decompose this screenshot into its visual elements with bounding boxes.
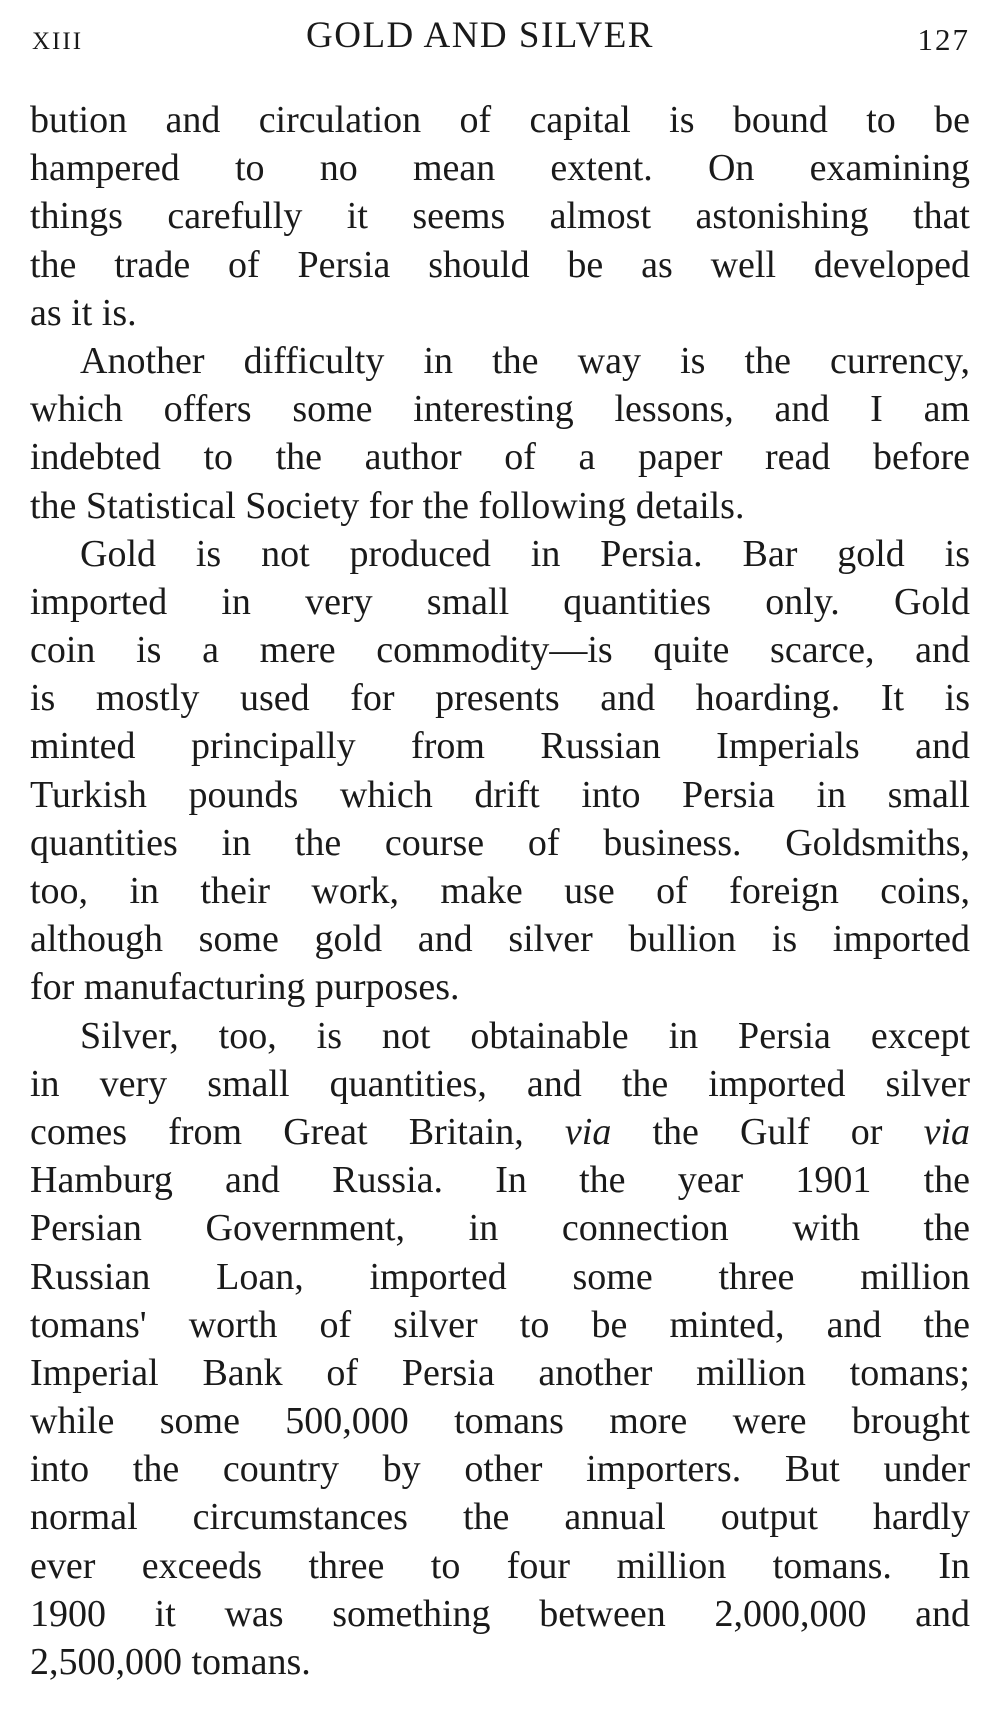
- text-line: [30, 1108, 970, 1156]
- text-line: is mostly used for presents and hoarding. It is: [30, 677, 970, 720]
- paragraph: [30, 96, 970, 337]
- text-line: Another difficulty in the way is the currency,: [80, 339, 970, 382]
- text-line: things carefully it seems almost astonishing that: [30, 195, 970, 238]
- text-line: 2,500,000 tomans.: [30, 1641, 311, 1683]
- text-line: normal circumstances the annual output hardly: [30, 1496, 970, 1539]
- page-number: 127: [917, 22, 970, 57]
- text-line: which offers some interesting lessons, and I am: [30, 388, 970, 431]
- running-title: GOLD AND SILVER: [306, 15, 654, 56]
- text-line: Turkish pounds which drift into Persia in small: [30, 773, 970, 816]
- text-line: Gold is not produced in Persia. Bar gold is: [80, 532, 970, 575]
- text-line: tomans' worth of silver to be minted, and the: [30, 1303, 970, 1346]
- italic-text: via: [923, 1110, 971, 1153]
- text-line: 1900 it was something between 2,000,000 and: [30, 1592, 970, 1635]
- text-line: coin is a mere commodity—is quite scarce, and: [30, 629, 970, 672]
- text-line: for manufacturing purposes.: [30, 966, 460, 1009]
- text-line: minted principally from Russian Imperials and: [30, 725, 970, 768]
- text-line: Silver, too, is not obtainable in Persia except: [80, 1014, 970, 1057]
- text-line: into the country by other importers. But under: [30, 1448, 970, 1491]
- text-line: bution and circulation of capital is bound to be: [30, 99, 970, 141]
- paragraph: [30, 1012, 970, 1687]
- text-line: as it is.: [30, 291, 137, 334]
- italic-text: via: [564, 1110, 612, 1153]
- text-line: in very small quantities, and the imported silver: [30, 1062, 970, 1105]
- text-line: Hamburg and Russia. In the year 1901 the: [30, 1159, 970, 1202]
- text-line: the Statistical Society for the following details.: [30, 484, 745, 527]
- text-line: ever exceeds three to four million tomans. In: [30, 1544, 970, 1587]
- text-line: imported in very small quantities only. Gold: [30, 580, 970, 623]
- text-line: although some gold and silver bullion is imported: [30, 918, 970, 961]
- text-line: too, in their work, make use of foreign coins,: [30, 870, 970, 912]
- text-segment: the Gulf or: [611, 1110, 924, 1153]
- text-line: Russian Loan, imported some three million: [30, 1255, 970, 1298]
- running-header: [30, 14, 970, 64]
- text-line: while some 500,000 tomans more were brought: [30, 1400, 970, 1443]
- text-line: hampered to no mean extent. On examining: [30, 147, 970, 190]
- body-text: [30, 96, 970, 1686]
- paragraph: [30, 337, 970, 530]
- text-line: indebted to the author of a paper read before: [30, 436, 970, 479]
- chapter-number: XIII: [32, 28, 84, 55]
- text-line: Imperial Bank of Persia another million tomans;: [30, 1351, 970, 1394]
- text-segment: comes from Great Britain,: [30, 1110, 565, 1153]
- text-line: Persian Government, in connection with the: [30, 1207, 970, 1250]
- text-line: the trade of Persia should be as well developed: [30, 243, 970, 286]
- text-line: quantities in the course of business. Goldsmiths,: [30, 821, 970, 864]
- paragraph: [30, 530, 970, 1012]
